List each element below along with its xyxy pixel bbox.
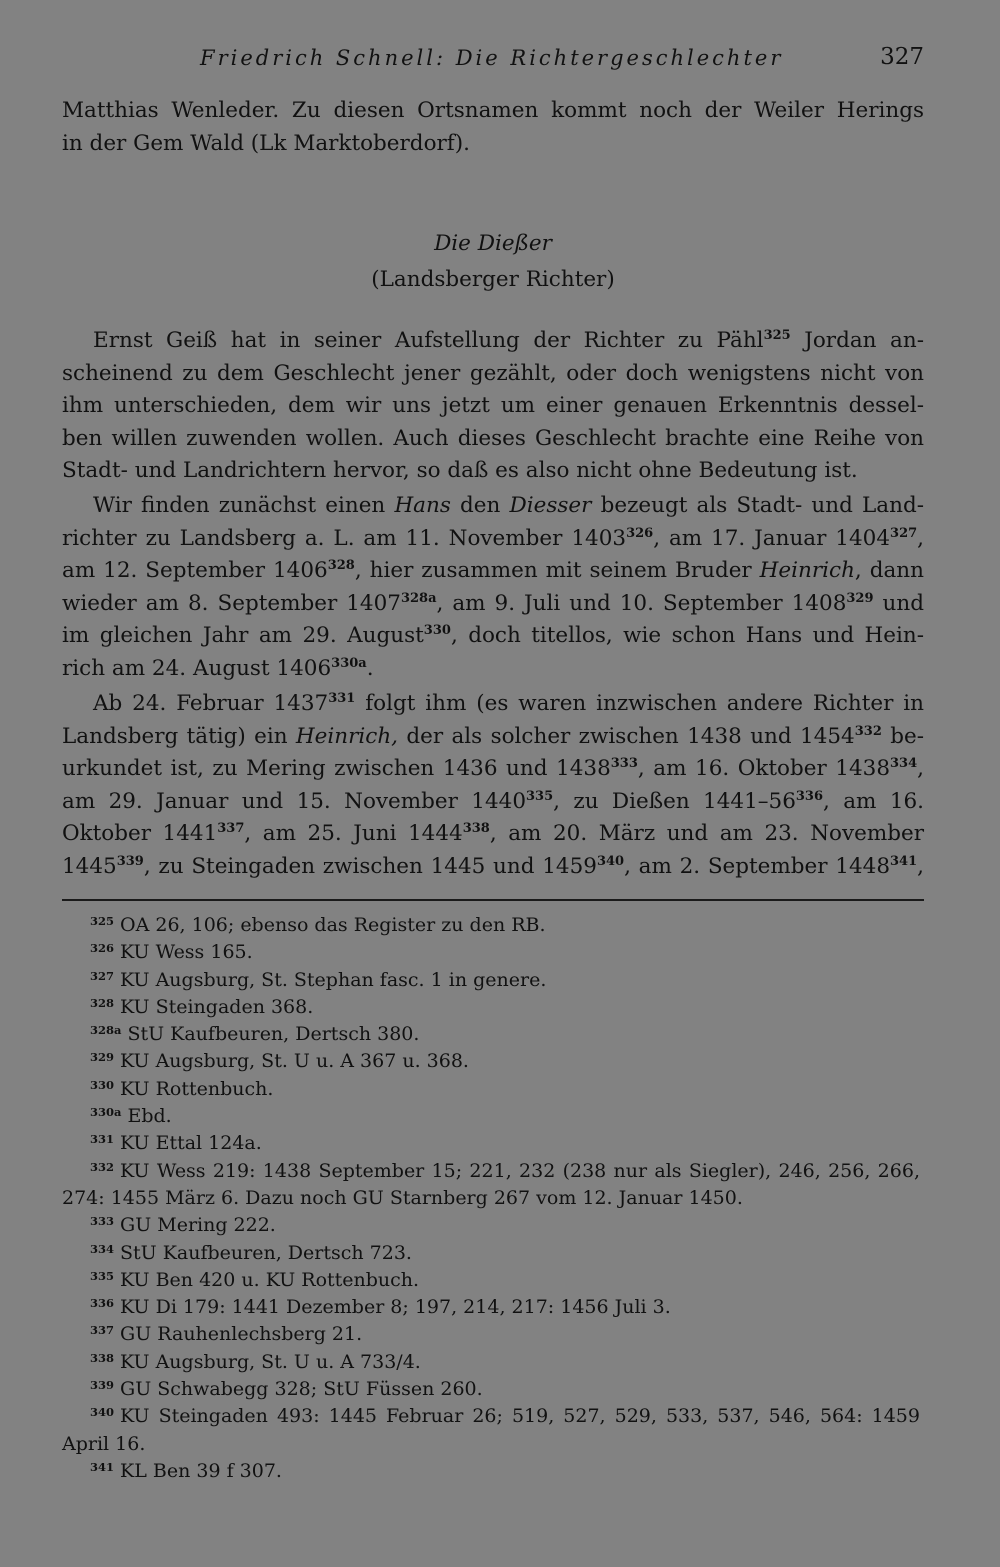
footnote-ref: 340: [596, 853, 625, 869]
footnote: $^{338}$ KU Augsburg, St. U u. A 733/4.: [90, 1350, 421, 1373]
footnote-ref: 339: [116, 853, 144, 869]
footnotes: [62, 912, 920, 1485]
intro-paragraph: [62, 95, 924, 160]
footnote: $^{330a}$ Ebd.: [90, 1105, 172, 1128]
text-line: im gleichen Jahr am 29. August$^{330}$, doch titellos, wie schon Hans und Hein-: [62, 623, 924, 649]
footnote: $^{326}$ KU Wess 165.: [90, 941, 253, 964]
text-line: scheinend zu dem Geschlecht jener gezählt, oder doch wenigstens nicht von: [62, 360, 924, 386]
paragraph-3: [62, 688, 924, 884]
footnote-ref: 329: [846, 590, 874, 606]
footnote: $^{336}$ KU Di 179: 1441 Dezember 8; 197, 214, 217: 1456 Juli 3.: [90, 1296, 671, 1319]
footnote-ref: 334: [890, 756, 918, 772]
footnote: $^{340}$ KU Steingaden 493: 1445 Februar 26; 519, 527, 529, 533, 537, 546, 564: 1459 April 16.: [62, 1405, 920, 1455]
text-line: 1445$^{339}$, zu Steingaden zwischen 1445 und 1459$^{340}$, am 2. September 1448$^{341}$,: [62, 853, 924, 879]
text-line: Oktober 1441$^{337}$, am 25. Juni 1444$^{338}$, am 20. März und am 23. November: [62, 821, 924, 847]
footnote-ref: 326: [626, 525, 654, 541]
section-subtitle: (Landsberger Richter): [371, 267, 615, 292]
footnote-ref: 328: [327, 558, 355, 574]
footnote-ref: 338: [462, 821, 490, 837]
text-line: richter zu Landsberg a. L. am 11. November 1403$^{326}$, am 17. Januar 1404$^{327}$,: [62, 525, 925, 551]
footnote-ref: 332: [854, 723, 882, 739]
footnote: $^{329}$ KU Augsburg, St. U u. A 367 u. 368.: [90, 1050, 469, 1073]
text-line: am 29. Januar und 15. November 1440$^{335}$, zu Dießen $1441-56^{336}$, am 16.: [62, 788, 925, 814]
text-line: Wir finden zunächst einen Hans den Diesser bezeugt als Stadt- und Land-: [93, 493, 924, 518]
text-line: Stadt- und Landrichtern hervor, so daß es also nicht ohne Bedeutung ist.: [62, 458, 858, 484]
footnote-ref: 341: [890, 853, 918, 869]
text-line: wieder am 8. September $1407^{328a}$, am 9. Juli und 10. September 1408$^{329}$ und: [62, 590, 924, 616]
footnote: $^{333}$ GU Mering 222.: [90, 1214, 276, 1237]
footnote-ref: 335: [526, 788, 554, 804]
footnote-rule: [62, 899, 924, 901]
text-line: ihm unterschieden, dem wir uns jetzt um einer genauen Erkenntnis dessel-: [62, 393, 924, 419]
text-line: Matthias Wenleder. Zu diesen Ortsnamen kommt noch der Weiler Herings: [62, 98, 924, 123]
running-head: [62, 44, 924, 74]
footnote: $^{330}$ KU Rottenbuch.: [90, 1077, 274, 1100]
text-line: am 12. September 1406$^{328}$, hier zusammen mit seinem Bruder Heinrich, dann: [62, 558, 924, 584]
text-line: ben willen zuwenden wollen. Auch dieses Geschlecht brachte eine Reihe von: [62, 425, 924, 451]
footnote-ref: 337: [217, 821, 245, 837]
section-heading: [62, 226, 924, 298]
footnote-ref: 336: [795, 788, 824, 804]
footnote-ref: 333: [610, 756, 638, 772]
footnote-ref: 330: [423, 623, 451, 639]
footnote: $^{328}$ KU Steingaden 368.: [90, 995, 314, 1018]
paragraph-1: [62, 325, 924, 488]
footnote: $^{331}$ KU Ettal 124a.: [90, 1132, 262, 1155]
text-line: in der Gem Wald (Lk Marktoberdorf).: [62, 130, 470, 156]
text-line: urkundet ist, zu Mering zwischen 1436 und 1438$^{333}$, am 16. Oktober 1438$^{334}$,: [62, 756, 924, 782]
footnote-ref: 328a: [400, 590, 437, 606]
page-number: 327: [880, 44, 924, 70]
text-line: rich am 24. August $1406^{330a}$.: [62, 655, 374, 681]
footnote-ref: 330a: [331, 655, 367, 671]
footnote: $^{339}$ GU Schwabegg 328; StU Füssen 260.: [90, 1378, 483, 1401]
section-title: Die Dießer: [434, 231, 552, 256]
footnote: $^{334}$ StU Kaufbeuren, Dertsch 723.: [90, 1241, 412, 1264]
footnote-ref: 331: [328, 691, 356, 706]
footnote: $^{332}$ KU Wess 219: 1438 September 15; 221, 232 (238 nur als Siegler), 246, 256, 266, 274: 1455 März 6. Dazu noch GU Starnberg 267 vom 12. Januar 1450.: [62, 1159, 920, 1209]
footnote: $^{335}$ KU Ben 420 u. KU Rottenbuch.: [90, 1268, 420, 1291]
footnote-ref: 325: [763, 328, 791, 343]
footnote: $^{337}$ GU Rauhenlechsberg 21.: [90, 1323, 363, 1346]
footnote: $^{328a}$ StU Kaufbeuren, Dertsch 380.: [90, 1023, 420, 1046]
footnote: $^{341}$ KL Ben 39 f 307.: [90, 1459, 282, 1482]
text-line: Landsberg tätig) ein Heinrich, der als solcher zwischen 1438 und 1454$^{332}$ be-: [62, 723, 925, 749]
footnote: $^{325}$ OA 26, 106; ebenso das Register zu den RB.: [90, 914, 546, 936]
footnote: $^{327}$ KU Augsburg, St. Stephan fasc. 1 in genere.: [90, 968, 547, 991]
running-title: Friedrich Schnell: Die Richtergeschlechter: [200, 46, 784, 70]
text-line: Ernst Geiß hat in seiner Aufstellung der Richter zu Pähl$^{325}$ Jordan an-: [93, 328, 924, 353]
footnote-ref: 327: [890, 525, 918, 541]
paragraph-2: [62, 490, 924, 686]
text-line: Ab 24. Februar 1437$^{331}$ folgt ihm (es waren inzwischen andere Richter in: [93, 691, 924, 716]
